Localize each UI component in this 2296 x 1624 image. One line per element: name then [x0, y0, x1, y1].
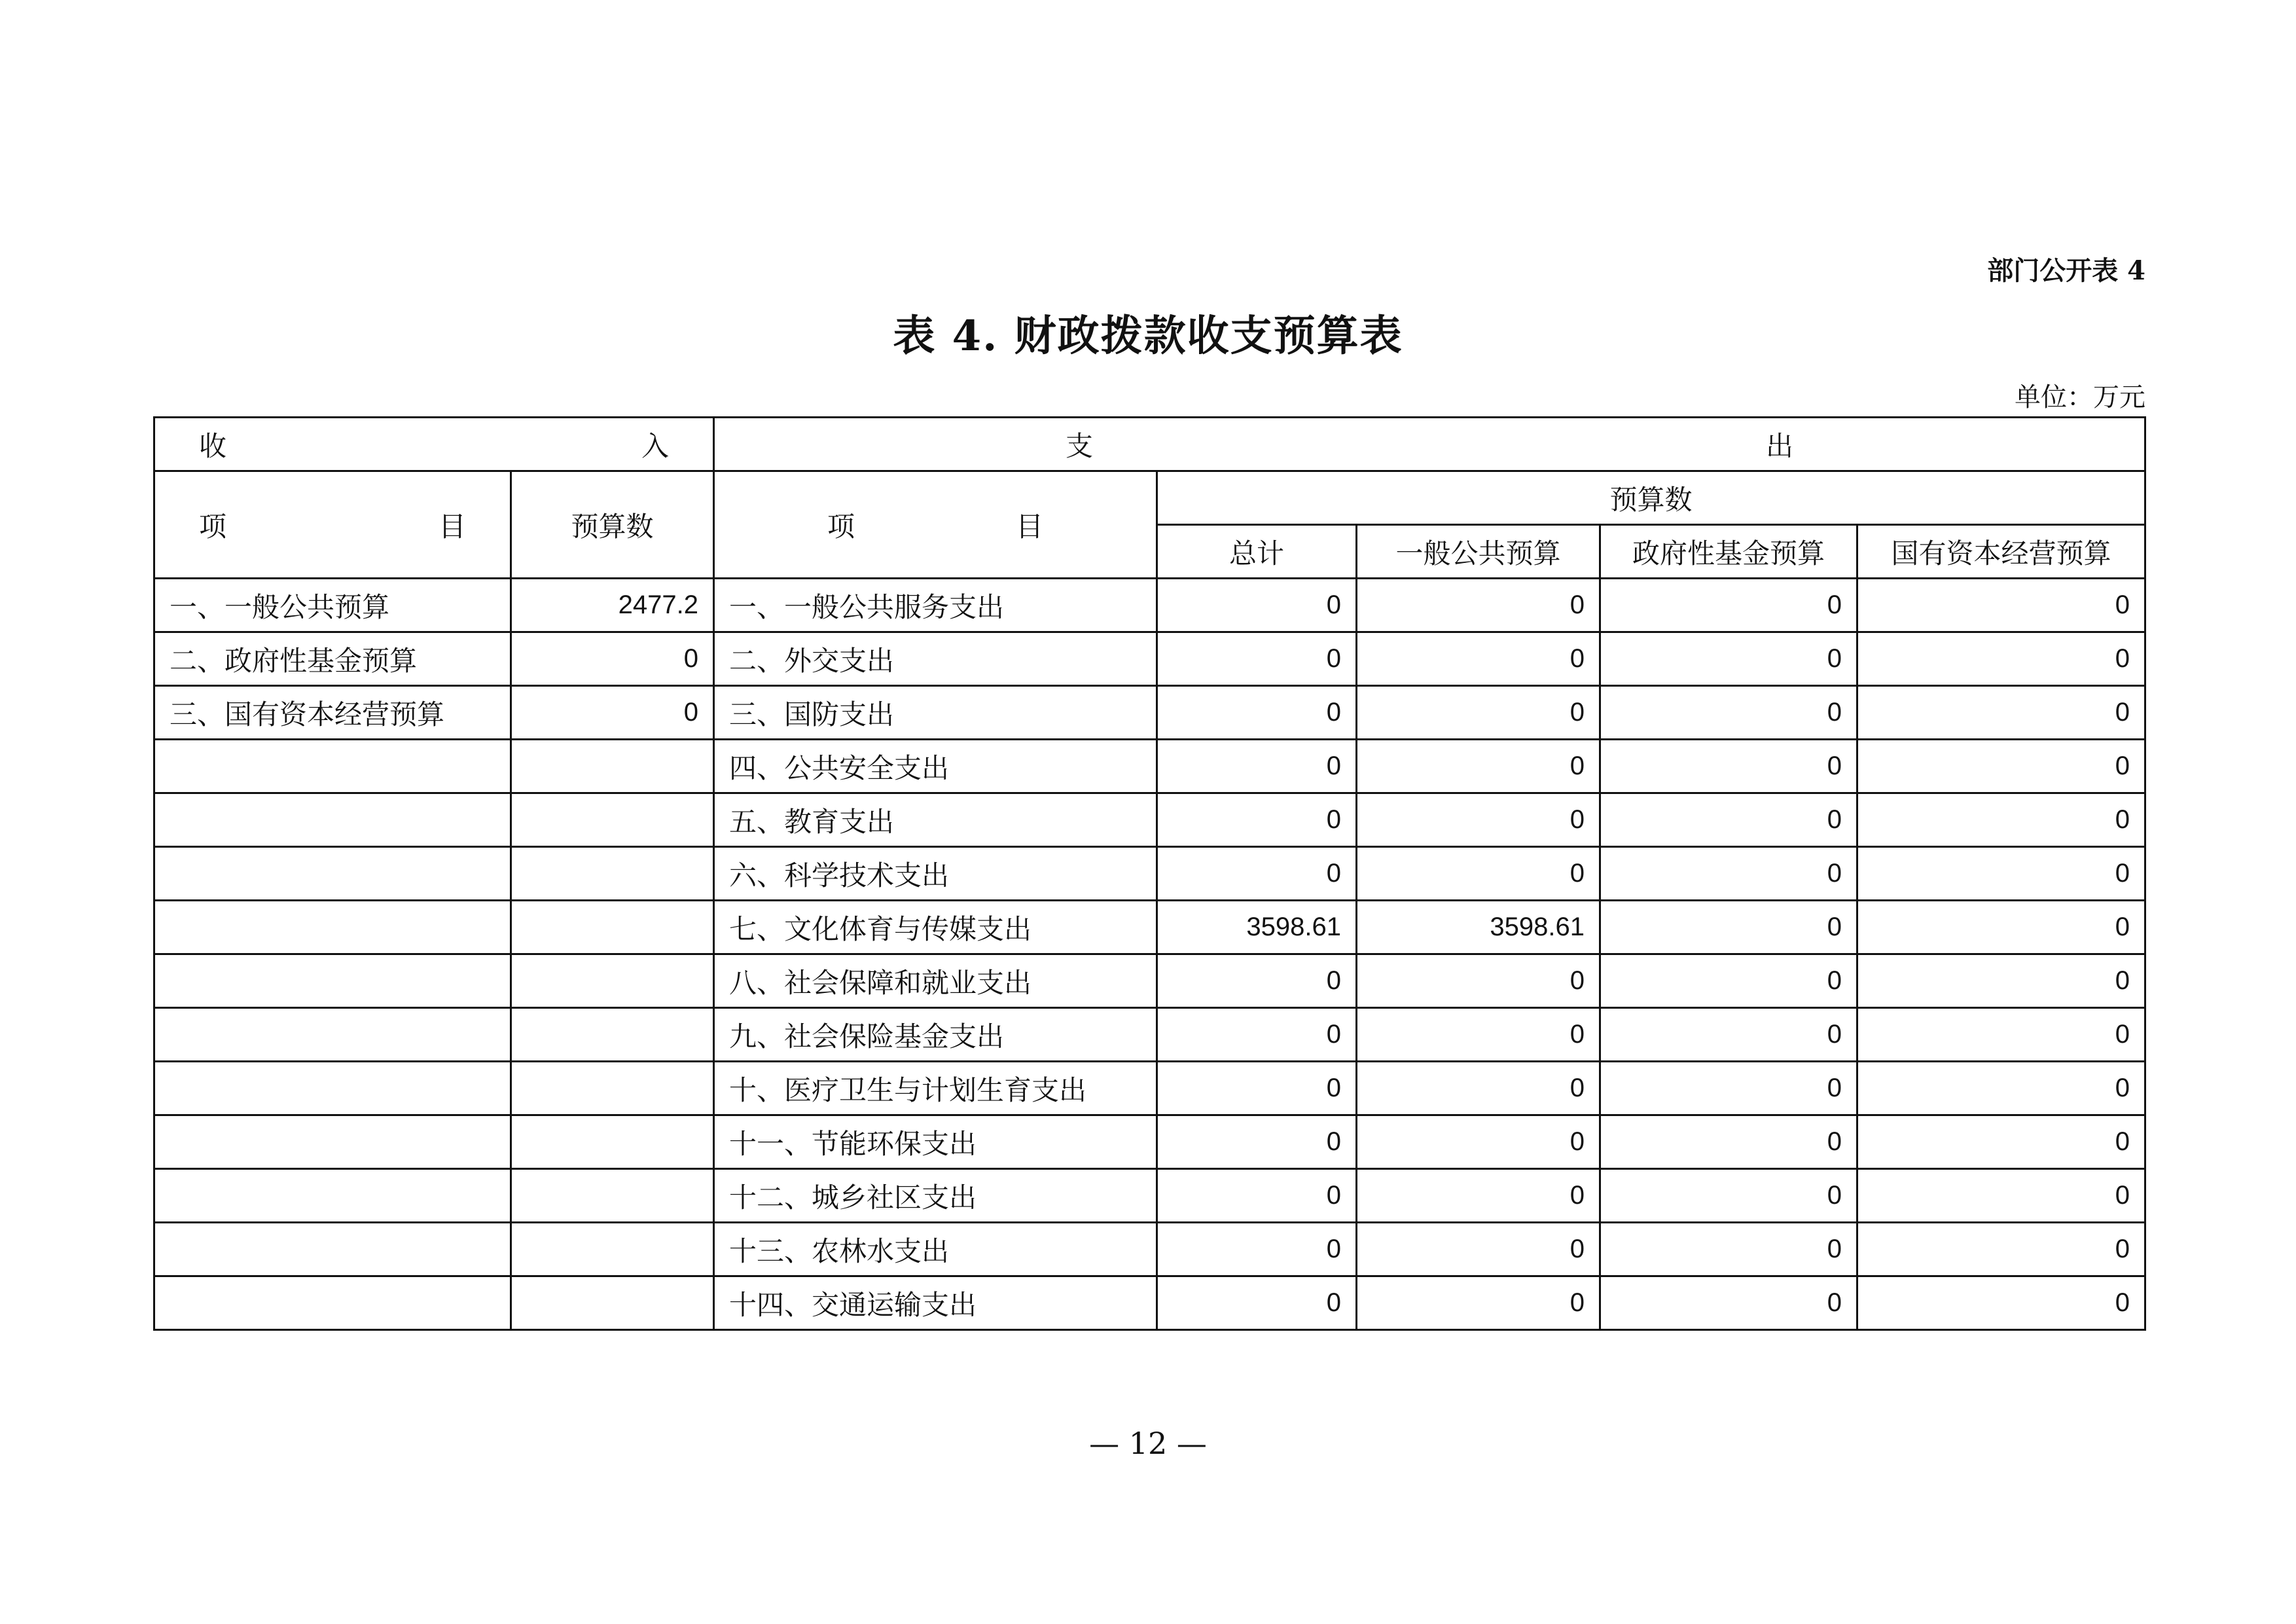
expense-item-cell: 十一、节能环保支出	[714, 1115, 1157, 1169]
total-cell: 0	[1157, 847, 1357, 901]
expense-item-cell: 二、外交支出	[714, 632, 1157, 686]
total-cell: 0	[1157, 579, 1357, 632]
table-row	[154, 1062, 2145, 1115]
table-row	[154, 1276, 2145, 1330]
fund-budget-cell: 0	[1600, 954, 1857, 1008]
fund-budget-cell: 0	[1600, 1223, 1857, 1276]
general-budget-cell: 0	[1357, 686, 1600, 740]
table-row	[154, 1169, 2145, 1223]
income-item-cell	[154, 1169, 511, 1223]
fund-budget-cell: 0	[1600, 793, 1857, 847]
header-row-1	[154, 418, 2145, 471]
general-budget-cell: 0	[1357, 632, 1600, 686]
general-budget-cell: 0	[1357, 1062, 1600, 1115]
page-title: 表 4. 财政拨款收支预算表	[893, 312, 1403, 361]
total-cell: 0	[1157, 1276, 1357, 1330]
budget-table	[153, 416, 2146, 1331]
total-cell: 3598.61	[1157, 901, 1357, 954]
table-row	[154, 1223, 2145, 1276]
income-item-cell	[154, 847, 511, 901]
expense-item-cell: 十、医疗卫生与计划生育支出	[714, 1062, 1157, 1115]
expense-budget-header: 预算数	[1157, 471, 2145, 525]
income-amount-cell	[511, 1062, 714, 1115]
fund-budget-cell: 0	[1600, 579, 1857, 632]
income-item-cell	[154, 954, 511, 1008]
capital-budget-cell: 0	[1857, 1276, 2145, 1330]
fund-budget-cell: 0	[1600, 740, 1857, 793]
table-row	[154, 847, 2145, 901]
income-header	[154, 418, 714, 471]
subheader-capital: 国有资本经营预算	[1857, 525, 2145, 579]
capital-budget-cell: 0	[1857, 579, 2145, 632]
general-budget-cell: 0	[1357, 1115, 1600, 1169]
income-item-cell	[154, 1276, 511, 1330]
income-header-char-2: 入	[641, 429, 669, 462]
income-item-cell: 一、一般公共预算	[154, 579, 511, 632]
income-item-cell	[154, 740, 511, 793]
income-item-cell	[154, 1223, 511, 1276]
income-item-cell	[154, 1062, 511, 1115]
total-cell: 0	[1157, 1115, 1357, 1169]
table-row	[154, 1115, 2145, 1169]
total-cell: 0	[1157, 954, 1357, 1008]
header-row-2	[154, 471, 2145, 525]
income-item-cell	[154, 901, 511, 954]
fund-budget-cell: 0	[1600, 1008, 1857, 1062]
general-budget-cell: 0	[1357, 1276, 1600, 1330]
general-budget-cell: 0	[1357, 1169, 1600, 1223]
document-tag: 部门公开表 4	[1987, 255, 2145, 286]
capital-budget-cell: 0	[1857, 793, 2145, 847]
capital-budget-cell: 0	[1857, 901, 2145, 954]
expense-header-char-1: 支	[1065, 429, 1093, 462]
income-amount-cell: 2477.2	[511, 579, 714, 632]
expense-item-cell: 三、国防支出	[714, 686, 1157, 740]
expense-item-cell: 八、社会保障和就业支出	[714, 954, 1157, 1008]
total-cell: 0	[1157, 1223, 1357, 1276]
fund-budget-cell: 0	[1600, 847, 1857, 901]
capital-budget-cell: 0	[1857, 1062, 2145, 1115]
general-budget-cell: 0	[1357, 1008, 1600, 1062]
expense-item-cell: 四、公共安全支出	[714, 740, 1157, 793]
general-budget-cell: 0	[1357, 793, 1600, 847]
table-body	[154, 579, 2145, 1330]
capital-budget-cell: 0	[1857, 847, 2145, 901]
income-amount-cell	[511, 847, 714, 901]
income-item-header-char-2: 目	[438, 510, 466, 543]
page-number: — 12 —	[1089, 1426, 1207, 1461]
expense-header-char-2: 出	[1765, 429, 1793, 462]
capital-budget-cell: 0	[1857, 1223, 2145, 1276]
subheader-fund: 政府性基金预算	[1600, 525, 1857, 579]
income-item-cell	[154, 793, 511, 847]
expense-item-header-char-1: 项	[827, 510, 855, 543]
table-row	[154, 793, 2145, 847]
income-amount-cell	[511, 793, 714, 847]
income-item-header-char-1: 项	[199, 510, 227, 543]
subheader-general: 一般公共预算	[1357, 525, 1600, 579]
table-row	[154, 1008, 2145, 1062]
income-item-cell: 二、政府性基金预算	[154, 632, 511, 686]
general-budget-cell: 0	[1357, 740, 1600, 793]
expense-item-cell: 五、教育支出	[714, 793, 1157, 847]
capital-budget-cell: 0	[1857, 1115, 2145, 1169]
total-cell: 0	[1157, 632, 1357, 686]
income-amount-cell	[511, 1276, 714, 1330]
income-budget-header: 预算数	[511, 471, 714, 579]
income-amount-cell	[511, 1008, 714, 1062]
table-row	[154, 954, 2145, 1008]
expense-item-header	[714, 471, 1157, 579]
total-cell: 0	[1157, 1008, 1357, 1062]
expense-item-cell: 十三、农林水支出	[714, 1223, 1157, 1276]
subheader-total: 总计	[1157, 525, 1357, 579]
capital-budget-cell: 0	[1857, 1008, 2145, 1062]
general-budget-cell: 0	[1357, 847, 1600, 901]
income-item-cell	[154, 1008, 511, 1062]
fund-budget-cell: 0	[1600, 686, 1857, 740]
capital-budget-cell: 0	[1857, 686, 2145, 740]
fund-budget-cell: 0	[1600, 1062, 1857, 1115]
table-row	[154, 686, 2145, 740]
fund-budget-cell: 0	[1600, 1276, 1857, 1330]
fund-budget-cell: 0	[1600, 1169, 1857, 1223]
unit-label: 单位：万元	[2015, 382, 2145, 412]
general-budget-cell: 0	[1357, 1223, 1600, 1276]
income-amount-cell	[511, 1115, 714, 1169]
capital-budget-cell: 0	[1857, 632, 2145, 686]
total-cell: 0	[1157, 793, 1357, 847]
table-row	[154, 632, 2145, 686]
fund-budget-cell: 0	[1600, 1115, 1857, 1169]
income-amount-cell	[511, 740, 714, 793]
expense-item-header-char-2: 目	[1015, 510, 1043, 543]
general-budget-cell: 3598.61	[1357, 901, 1600, 954]
general-budget-cell: 0	[1357, 954, 1600, 1008]
expense-item-cell: 十二、城乡社区支出	[714, 1169, 1157, 1223]
table-row	[154, 901, 2145, 954]
expense-item-cell: 六、科学技术支出	[714, 847, 1157, 901]
capital-budget-cell: 0	[1857, 1169, 2145, 1223]
expense-item-cell: 九、社会保险基金支出	[714, 1008, 1157, 1062]
total-cell: 0	[1157, 1169, 1357, 1223]
table-row	[154, 740, 2145, 793]
income-amount-cell	[511, 1169, 714, 1223]
expense-header	[714, 418, 2145, 471]
income-amount-cell	[511, 901, 714, 954]
expense-item-cell: 一、一般公共服务支出	[714, 579, 1157, 632]
total-cell: 0	[1157, 1062, 1357, 1115]
expense-item-cell: 十四、交通运输支出	[714, 1276, 1157, 1330]
table-row	[154, 579, 2145, 632]
capital-budget-cell: 0	[1857, 740, 2145, 793]
income-amount-cell	[511, 1223, 714, 1276]
fund-budget-cell: 0	[1600, 901, 1857, 954]
income-item-cell: 三、国有资本经营预算	[154, 686, 511, 740]
income-amount-cell: 0	[511, 632, 714, 686]
total-cell: 0	[1157, 740, 1357, 793]
capital-budget-cell: 0	[1857, 954, 2145, 1008]
income-item-cell	[154, 1115, 511, 1169]
fund-budget-cell: 0	[1600, 632, 1857, 686]
general-budget-cell: 0	[1357, 579, 1600, 632]
income-header-char-1: 收	[199, 429, 227, 462]
total-cell: 0	[1157, 686, 1357, 740]
expense-item-cell: 七、文化体育与传媒支出	[714, 901, 1157, 954]
income-amount-cell: 0	[511, 686, 714, 740]
income-item-header	[154, 471, 511, 579]
income-amount-cell	[511, 954, 714, 1008]
